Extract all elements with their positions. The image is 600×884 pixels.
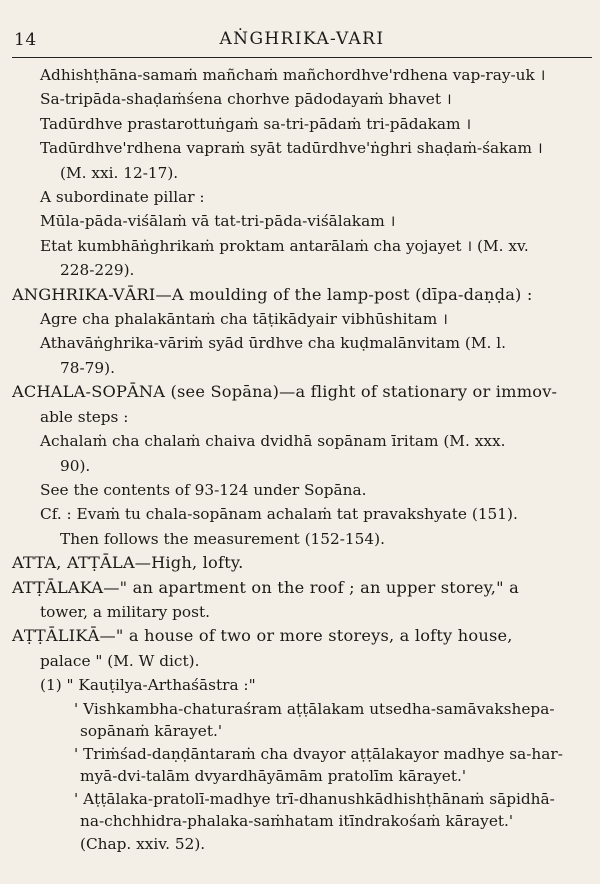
text-line: 78-79).	[60, 358, 115, 377]
text-line: Tadūrdhve'rdhena vapraṁ syāt tadūrdhve'ṅghri shaḍaṁ-śakam ।	[40, 139, 543, 158]
text-line: tower, a military post.	[40, 602, 210, 621]
text-line: Then follows the measurement (152-154).	[60, 529, 385, 548]
text-line: (1) " Kauṭilya-Arthaśāstra :"	[40, 676, 256, 695]
running-title: AṄGHRIKA-VARI	[219, 29, 385, 49]
entry-headword-line: ANGHRIKA-VĀRI—A moulding of the lamp-post (dīpa-daṇḍa) :	[12, 284, 533, 304]
text-line: Etat kumbhāṅghrikaṁ proktam antarālaṁ cha yojayet । (M. xv.	[40, 236, 529, 255]
text-line: Tadūrdhve prastarottuṅgaṁ sa-tri-pādaṁ tri-pādakam ।	[40, 114, 472, 133]
entry-headword-line: ATṬĀLAKA—" an apartment on the roof ; an upper storey," a	[12, 577, 519, 597]
quote-line: myā-dvi-talām dvyardhāyāmām pratolīm kārayet.'	[80, 767, 467, 786]
text-line: Cf. : Evaṁ tu chala-sopānam achalaṁ tat pravakshyate (151).	[40, 505, 518, 524]
entry-headword-line: ATTA, ATṬĀLA—High, lofty.	[12, 553, 244, 573]
text-line: Agre cha phalakāntaṁ cha tāṭikādyair vibhūshitam ।	[40, 310, 448, 329]
text-line: 90).	[60, 456, 91, 475]
entry-headword-line: AṬṬĀLIKĀ—" a house of two or more storeys, a lofty house,	[12, 626, 513, 646]
text-line: 228-229).	[60, 261, 135, 280]
text-line: (M. xxi. 12-17).	[60, 163, 179, 182]
entry-headword-line: ACHALA-SOPĀNA (see Sopāna)—a flight of stationary or immov-	[12, 382, 558, 402]
text-line: palace " (M. W dict).	[40, 651, 200, 670]
quote-line: ' Triṁśad-daṇḍāntaraṁ cha dvayor aṭṭālakayor madhye sa-har-	[74, 744, 563, 763]
text-line: Achalaṁ cha chalaṁ chaiva dvidhā sopānam īritam (M. xxx.	[40, 432, 506, 451]
page-number: 14	[14, 30, 37, 50]
text-line: Sa-tripāda-shaḍaṁśena chorhve pādodayaṁ bhavet ।	[40, 90, 452, 109]
text-line: See the contents of 93-124 under Sopāna.	[40, 480, 367, 499]
quote-line: ' Vishkambha-chaturaśram aṭṭālakam utsedha-samāvakshepa-	[74, 699, 555, 718]
running-head	[12, 0, 592, 58]
text-line: able steps :	[40, 407, 129, 426]
quote-line: sopānaṁ kārayet.'	[80, 722, 223, 741]
text-line: Athavāṅghrika-vāriṁ syād ūrdhve cha kuḍmalānvitam (M. l.	[40, 334, 506, 353]
quote-line: (Chap. xxiv. 52).	[80, 834, 206, 853]
text-line: A subordinate pillar :	[40, 188, 205, 207]
header-rule	[12, 57, 592, 58]
text-line: Adhishṭhāna-samaṁ mañchaṁ mañchordhve'rdhena vap-ray-uk ।	[40, 66, 546, 84]
text-line: Mūla-pāda-viśālaṁ vā tat-tri-pāda-viśālakam ।	[40, 212, 396, 231]
quote-line: na-chchhidra-phalaka-saṁhatam itīndrakośaṁ kārayet.'	[80, 812, 514, 831]
quote-line: ' Aṭṭālaka-pratolī-madhye trī-dhanushkādhishṭhānaṁ sāpidhā-	[74, 789, 555, 808]
page-body	[12, 63, 592, 855]
